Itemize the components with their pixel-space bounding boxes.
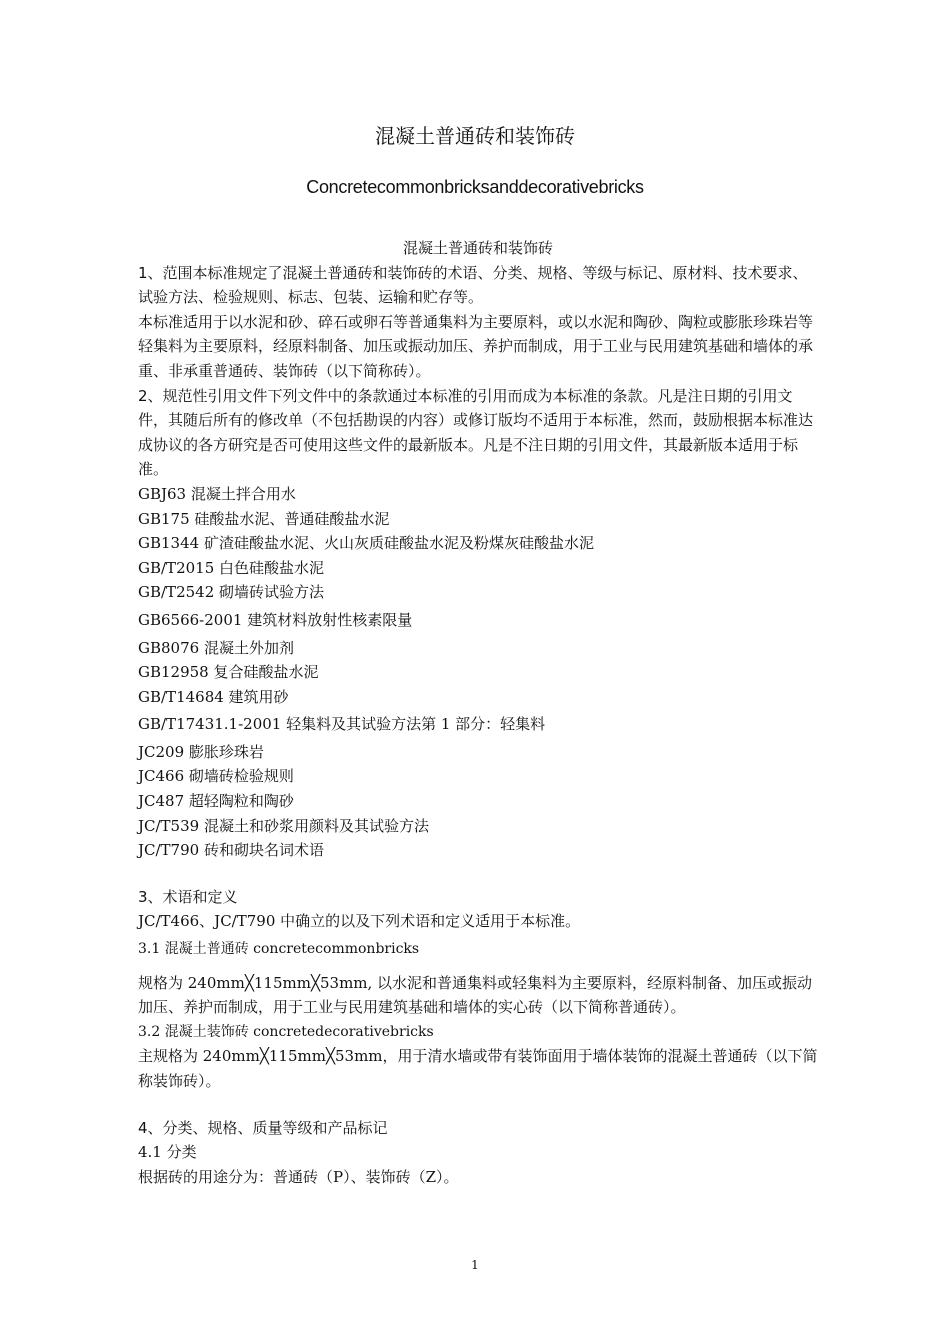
reference-item: GB12958 复合硅酸盐水泥 (138, 663, 319, 682)
section-3-terms: 3、术语和定义 (138, 887, 238, 906)
reference-item: GB1344 矿渣硅酸盐水泥、火山灰质硅酸盐水泥及粉煤灰硅酸盐水泥 (138, 534, 594, 553)
page-number: 1 (471, 1258, 479, 1272)
document-title-cn: 混凝土普通砖和装饰砖 (375, 124, 575, 148)
reference-item: GB8076 混凝土外加剂 (138, 638, 294, 657)
reference-item: JC466 砌墙砖检验规则 (138, 767, 294, 786)
reference-item: GB6566-2001 建筑材料放射性核素限量 (138, 610, 413, 629)
section-3-paragraph: JC/T466、JC/T790 中确立的以及下列术语和定义适用于本标准。 (138, 912, 581, 931)
section-2-references: 2、规范性引用文件下列文件中的条款通过本标准的引用而成为本标准的条款。凡是注日期的引用文件，其随后所有的修改单（不包括勘误的内容）或修订版均不适用于本标准，然而，鼓励根据本标准达成协议的各方研究是否可使用这些文件的最新版本。凡是不注日期的引用文件，其最新版本适用于标准。 (138, 386, 814, 479)
section-4-classification: 4、分类、规格、质量等级和产品标记 (138, 1118, 388, 1137)
reference-item: GB/T2015 白色硅酸盐水泥 (138, 558, 325, 577)
section-3-2-text: 主规格为 240mm╳115mm╳53mm，用于清水墙或带有装饰面用于墙体装饰的混凝土普通砖（以下简称装饰砖）。 (138, 1047, 818, 1090)
reference-item: JC487 超轻陶粒和陶砂 (138, 792, 294, 811)
reference-item: JC/T790 砖和砌块名词术语 (138, 841, 324, 860)
reference-item: GB/T17431.1-2001 轻集料及其试验方法第 1 部分：轻集料 (138, 715, 546, 734)
section-1-paragraph: 本标准适用于以水泥和砂、碎石或卵石等普通集料为主要原料，或以水泥和陶砂、陶粒或膨胀珍珠岩等轻集料为主要原料，经原料制备、加压或振动加压、养护而制成，用于工业与民用建筑基础和墙体的承重、非承重普通砖、装饰砖（以下简称砖）。 (138, 312, 814, 380)
section-1-scope: 1、范围本标准规定了混凝土普通砖和装饰砖的术语、分类、规格、等级与标记、原材料、技术要求、试验方法、检验规则、标志、包装、运输和贮存等。 (138, 263, 808, 307)
reference-item: GBJ63 混凝土拌合用水 (138, 484, 296, 503)
reference-item: GB/T2542 砌墙砖试验方法 (138, 583, 325, 602)
reference-item: GB/T14684 建筑用砂 (138, 687, 289, 706)
reference-item: GB175 硅酸盐水泥、普通硅酸盐水泥 (138, 509, 390, 528)
section-3-2-heading: 3.2 混凝土装饰砖 concretedecorativebricks (138, 1023, 434, 1040)
section-3-1-text: 规格为 240mm╳115mm╳53mm, 以水泥和普通集料或轻集料为主要原料，经原料制备、加压或振动加压、养护而制成，用于工业与民用建筑基础和墙体的实心砖（以下简称普通砖）。 (138, 973, 813, 1017)
reference-item: JC/T539 混凝土和砂浆用颜料及其试验方法 (138, 816, 429, 835)
section-4-1-heading: 4.1 分类 (138, 1143, 197, 1162)
section-4-1-text: 根据砖的用途分为：普通砖（P）、装饰砖（Z）。 (138, 1167, 459, 1186)
reference-item: JC209 膨胀珍珠岩 (138, 742, 264, 761)
document-title-en: Concretecommonbricksanddecorativebricks (306, 177, 644, 197)
document-subtitle: 混凝土普通砖和装饰砖 (402, 239, 553, 257)
section-3-1-heading: 3.1 混凝土普通砖 concretecommonbricks (138, 941, 420, 958)
document-body (138, 236, 818, 1189)
